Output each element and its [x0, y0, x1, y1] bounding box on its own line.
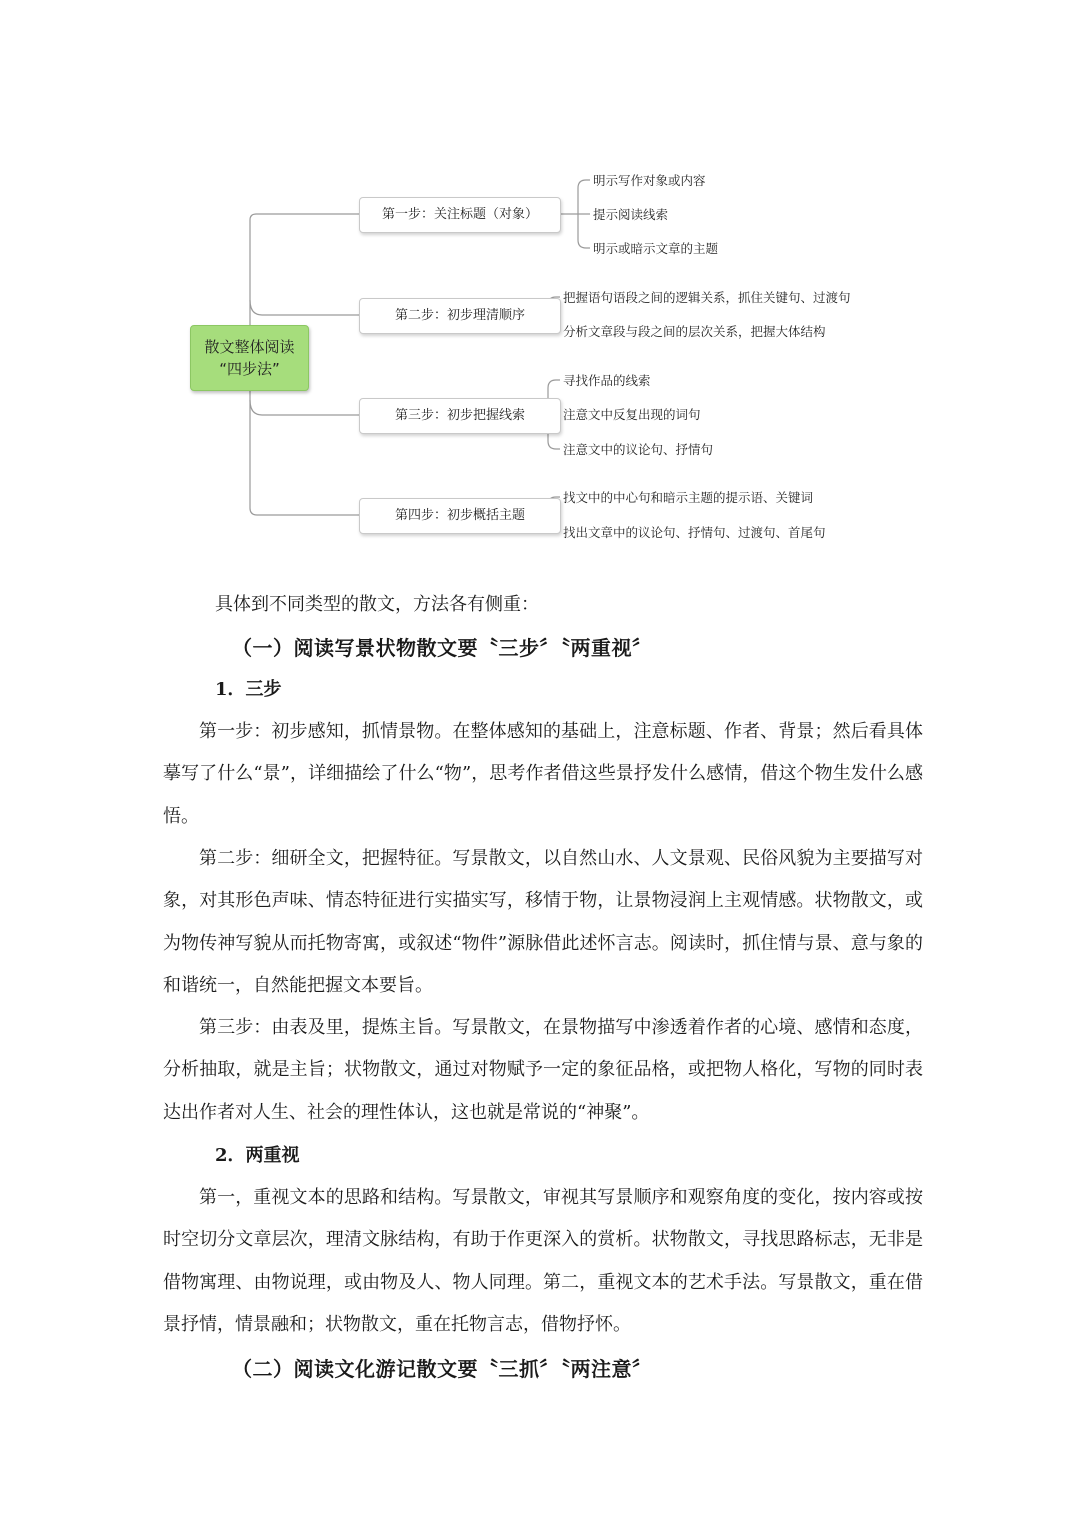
root-subtitle: “四步法” [219, 360, 280, 378]
section-1-title: （一）阅读写景状物散文要〝三步〞〝两重视〞 [232, 636, 653, 660]
subsection-1-title: 1．三步 [215, 679, 282, 700]
paragraph-step-2: 第二步：细研全文，把握特征。写景散文，以自然山水、人文景观、民俗风貌为主要描写对象，对其形色声味、情态特征进行实描实写，移情于物，让景物浸润上主观情感。状物散文，或为物传神写貌从而托物寄寓，或叙述“物件”源脉借此述怀言志。阅读时，抓住情与景、意与象的和谐统一，自然能把握文本要旨。 [163, 848, 923, 996]
step-3-leaf: 寻找作品的线索 [563, 373, 651, 388]
paragraph-step-3: 第三步：由表及里，提炼主旨。写景散文，在景物描写中渗透着作者的心境、感情和态度，分析抽取，就是主旨；状物散文，通过对物赋予一定的象征品格，或把物人格化，写物的同时表达出作者对人生、社会的理性体认，这也就是常说的“神聚”。 [163, 1017, 923, 1123]
section-2-title: （二）阅读文化游记散文要〝三抓〞〝两注意〞 [232, 1357, 653, 1381]
step-3-leaf: 注意文中反复出现的词句 [563, 407, 701, 422]
step-1-node: 第一步：关注标题（对象） [359, 197, 561, 233]
mind-map [0, 0, 1080, 580]
step-1-leaf: 明示或暗示文章的主题 [593, 241, 719, 256]
mind-map-connectors [0, 0, 1080, 580]
step-4-leaf: 找出文章中的议论句、抒情句、过渡句、首尾句 [563, 525, 826, 540]
paragraph-step-1: 第一步：初步感知，抓情景物。在整体感知的基础上，注意标题、作者、背景；然后看具体摹写了什么“景”，详细描绘了什么“物”，思考作者借这些景抒发什么感情，借这个物生发什么感悟。 [163, 721, 923, 827]
paragraph-two-emphases: 第一，重视文本的思路和结构。写景散文，审视其写景顺序和观察角度的变化，按内容或按时空切分文章层次，理清文脉结构，有助于作更深入的赏析。状物散文，寻找思路标志，无非是借物寓理、由物说理，或由物及人、物人同理。第二，重视文本的艺术手法。写景散文，重在借景抒情，情景融和；状物散文，重在托物言志，借物抒怀。 [163, 1187, 923, 1335]
step-1-leaf: 提示阅读线索 [593, 207, 669, 222]
step-1-leaf: 明示写作对象或内容 [593, 173, 706, 188]
root-title: 散文整体阅读 [204, 338, 295, 356]
step-4-node: 第四步：初步概括主题 [359, 498, 561, 534]
step-3-node: 第三步：初步把握线索 [359, 398, 561, 434]
step-4-leaf: 找文中的中心句和暗示主题的提示语、关键词 [563, 490, 814, 505]
step-2-node: 第二步：初步理清顺序 [359, 298, 561, 334]
intro-text: 具体到不同类型的散文，方法各有侧重： [215, 594, 539, 615]
subsection-2-title: 2．两重视 [215, 1145, 300, 1166]
step-2-leaf: 分析文章段与段之间的层次关系，把握大体结构 [563, 324, 826, 339]
mind-map-root [190, 325, 309, 391]
step-2-leaf: 把握语句语段之间的逻辑关系，抓住关键句、过渡句 [563, 290, 851, 305]
step-3-leaf: 注意文中的议论句、抒情句 [563, 442, 714, 457]
